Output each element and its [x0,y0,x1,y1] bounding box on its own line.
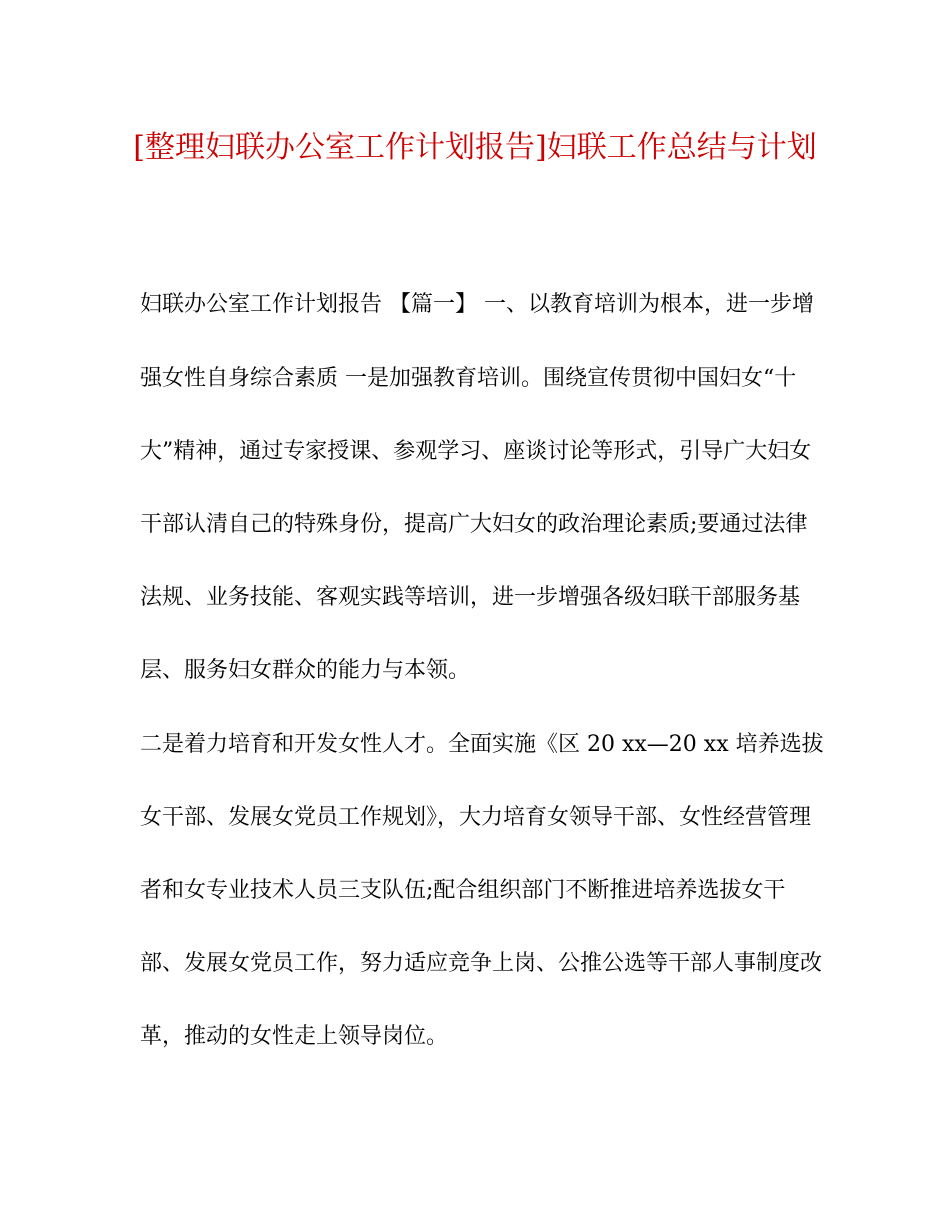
body-line-7: 二是着力培育和开发女性人才。全面实施《区 20 xx—20 xx 培养选拔 [140,732,824,757]
body-line-4: 干部认清自己的特殊身份，提高广大妇女的政治理论素质;要通过法律 [140,512,808,537]
body-line-2: 强女性自身综合素质 一是加强教育培训。围绕宣传贯彻中国妇女“十 [140,366,797,391]
body-line-6: 层、服务妇女群众的能力与本领。 [140,658,471,683]
body-line-9: 者和女专业技术人员三支队伍;配合组织部门不断推进培养选拔女干 [140,878,786,903]
body-line-5: 法规、业务技能、客观实践等培训，进一步增强各级妇联干部服务基 [140,585,801,610]
body-line-1: 妇联办公室工作计划报告 【篇一】 一、以教育培训为根本，进一步增 [140,292,814,317]
body-line-3: 大”精神，通过专家授课、参观学习、座谈讨论等形式，引导广大妇女 [140,439,812,464]
body-line-8: 女干部、发展女党员工作规划》，大力培育女领导干部、女性经营管理 [140,805,812,830]
body-line-10: 部、发展女党员工作，努力适应竞争上岗、公推公选等干部人事制度改 [140,951,823,976]
body-line-11: 革，推动的女性走上领导岗位。 [140,1024,449,1049]
document-title: [整理妇联办公室工作计划报告]妇联工作总结与计划 [133,130,817,165]
